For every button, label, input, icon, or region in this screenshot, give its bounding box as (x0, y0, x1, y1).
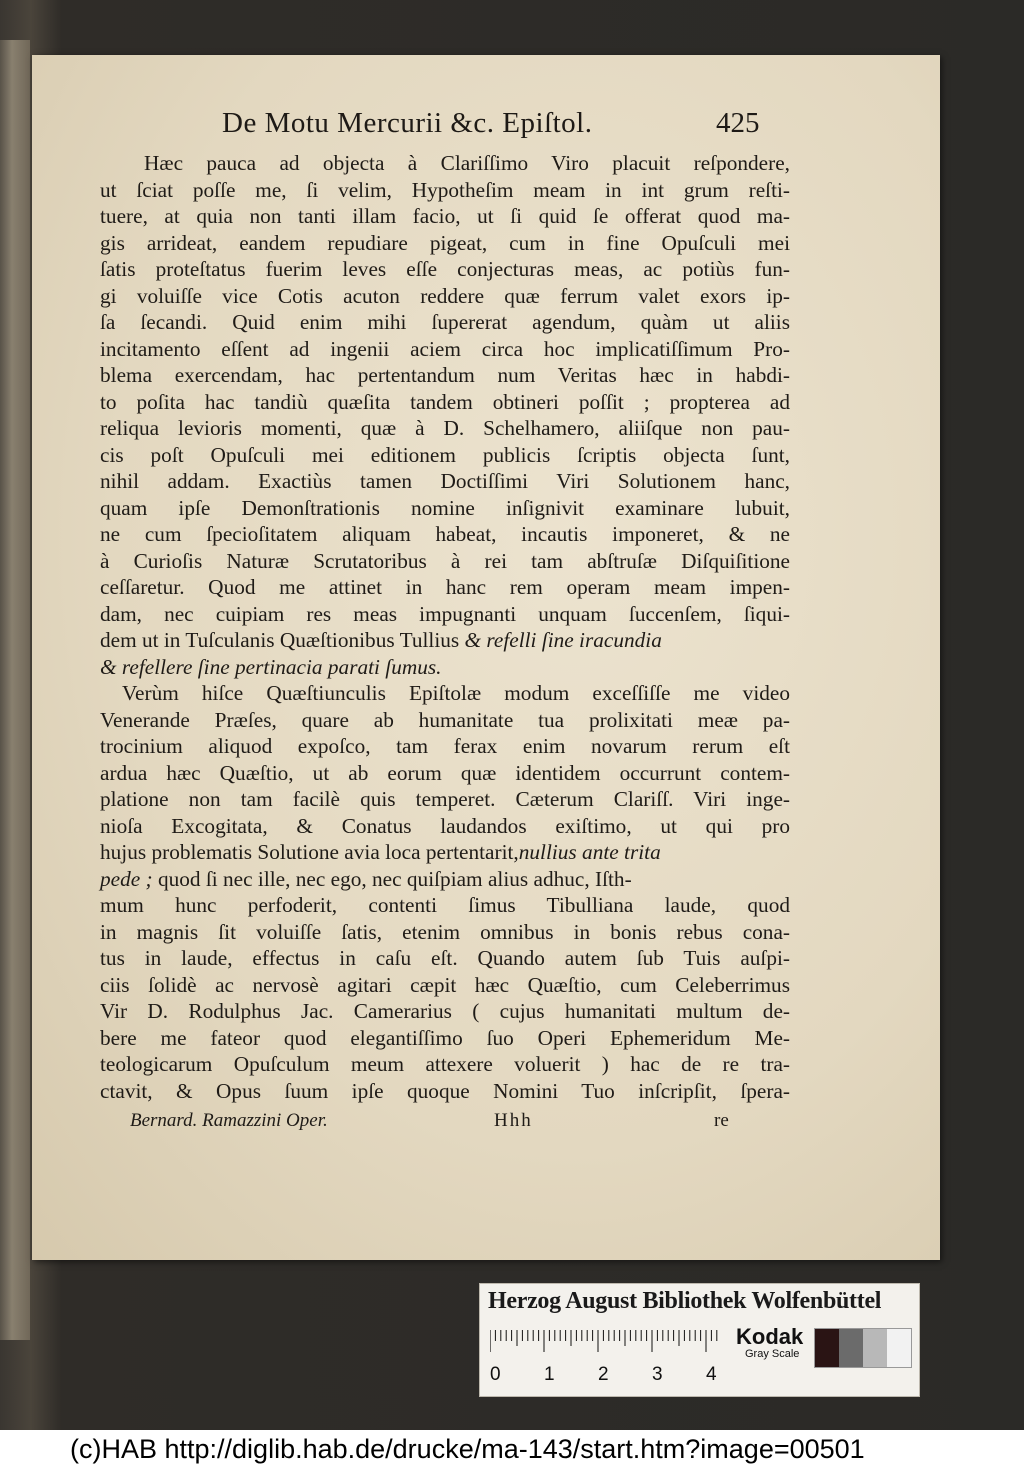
text-segment: quod ſi nec ille, nec ego, nec quiſpiam alius adhuc, Iſth- (157, 866, 632, 891)
text-line: ſa ſecandi. Quid enim mihi ſupererat agendum, quàm ut aliis (100, 310, 790, 334)
italic-quote: & refelli ſine iracundia (464, 628, 662, 652)
text-line: teologicarum Opuſculum meum attexere voluerit ) hac de re tra- (100, 1052, 790, 1076)
text-segment: hujus problematis Solutione avia loca pertentarit, (100, 840, 519, 864)
gray-patch (839, 1329, 863, 1367)
text-line: Vir D. Rodulphus Jac. Camerarius ( cujus humanitati multum de- (100, 999, 790, 1023)
gray-scale-label: Gray Scale (745, 1348, 800, 1360)
text-line (100, 866, 790, 893)
body-text (100, 150, 790, 1104)
text-line: ceſſaretur. Quod me attinet in hanc rem operam meam impen- (100, 575, 790, 599)
ruler-label: 1 (544, 1364, 555, 1385)
gray-patch (815, 1329, 839, 1367)
text-line: gi voluiſſe vice Cotis acuton reddere quæ ferrum valet exors ip- (100, 283, 790, 308)
footer-url: (c)HAB http://diglib.hab.de/drucke/ma-143/start.htm?image=00501 (70, 1434, 865, 1464)
italic-quote: & refellere ſine pertinacia parati ſumus. (100, 654, 442, 679)
gray-patch (887, 1329, 911, 1367)
text-line: Venerande Præſes, quare ab humanitate tua prolixitati meæ pa- (100, 707, 790, 732)
ruler-scale (490, 1330, 720, 1352)
footer-bar (0, 1430, 1024, 1470)
text-line: tus in laude, effectus in caſu eſt. Quando autem ſub Tuis auſpi- (100, 946, 790, 970)
library-color-card (479, 1283, 920, 1397)
ruler-label: 4 (706, 1364, 717, 1385)
text-line: bere me fateor quod elegantiſſimo ſuo Operi Ephemeridum Me- (100, 1025, 790, 1050)
text-line: trocinium aliquod expoſco, tam ferax enim novarum rerum eſt (100, 734, 790, 758)
text-line: platione non tam facilè quis temperet. Cæterum Clariſſ. Viri inge- (100, 787, 790, 811)
text-line: incitamento eſſent ad ingenii aciem circa hoc implicatiſſimum Pro- (100, 336, 790, 361)
gray-patch (863, 1329, 887, 1367)
text-line: nioſa Excogitata, & Conatus laudandos exiſtimo, ut qui pro (100, 813, 790, 838)
text-line: ſatis proteſtatus fuerim leves eſſe conjecturas meas, ac potiùs fun- (100, 257, 790, 281)
italic-phrase: nullius ante trita (518, 840, 661, 864)
book-page-edges (0, 40, 30, 1340)
text-line: à Curioſis Naturæ Scrutatoribus à rei tam abſtruſæ Diſquiſitione (100, 548, 790, 573)
text-line: Verùm hiſce Quæſtiunculis Epiſtolæ modum exceſſiſſe me video (122, 681, 790, 705)
signature-mark: Hhh (494, 1110, 533, 1131)
text-line (100, 627, 790, 654)
text-line: ardua hæc Quæſtio, ut ab eorum quæ identidem occurrunt contem- (100, 760, 790, 785)
ruler-label: 0 (490, 1364, 501, 1385)
text-line: cis poſt Opuſculi mei editionem publicis ſcriptis objecta ſunt, (100, 442, 790, 467)
running-head: De Motu Mercurii &c. Epiſtol. (222, 107, 593, 139)
text-segment: dem ut in Tuſculanis Quæſtionibus Tullius (100, 628, 460, 652)
text-line: dam, nec cuipiam res meas impugnanti unquam ſuccenſem, ſiqui- (100, 601, 790, 626)
text-line: Hæc pauca ad objecta à Clariſſimo Viro placuit reſpondere, (144, 151, 790, 175)
text-line: gis arrideat, eandem repudiare pigeat, cum in fine Opuſculi mei (100, 230, 790, 255)
catchword: re (714, 1110, 729, 1131)
text-line (100, 839, 790, 866)
text-line: ut ſciat poſſe me, ſi velim, Hypotheſim meam in int grum reſti- (100, 177, 790, 202)
text-line: ne cum ſpecioſitatem aliquam habeat, incautis imponeret, & ne (100, 522, 790, 546)
text-line: to poſita hac tandiù quæſita tandem obtineri poſſit ; propterea ad (100, 389, 790, 414)
text-line: nihil addam. Exactiùs tamen Doctiſſimi Viri Solutionem hanc, (100, 469, 790, 493)
library-name: Herzog August Bibliothek Wolfenbüttel (488, 1288, 882, 1314)
ruler-label: 2 (598, 1364, 609, 1385)
signature-line: Bernard. Ramazzini Oper. (130, 1110, 328, 1131)
text-line: mum hunc perfoderit, contenti ſimus Tibulliana laude, quod (100, 893, 790, 917)
text-line: ciis ſolidè ac nervosè agitari cæpit hæc Quæſtio, cum Celeberrimus (100, 972, 790, 997)
italic-phrase: pede ; (100, 866, 153, 891)
gray-scale-patches (814, 1328, 912, 1368)
page-number: 425 (716, 107, 760, 139)
text-line: tuere, at quia non tanti illam facio, ut ſi quid ſe offerat quod ma- (100, 204, 790, 228)
text-line: quam ipſe Demonſtrationis nomine inſignivit examinare lubuit, (100, 495, 790, 520)
ruler-label: 3 (652, 1364, 663, 1385)
text-line: blema exercendam, hac pertentandum num Veritas hæc in habdi- (100, 363, 790, 387)
kodak-logo: Kodak (736, 1324, 804, 1349)
text-line: reliqua levioris momenti, quæ à D. Schelhamero, aliiſque non pau- (100, 416, 790, 440)
text-line: in magnis ſit voluiſſe ſatis, etenim omnibus in bonis rebus cona- (100, 919, 790, 944)
text-line: ctavit, & Opus ſuum ipſe quoque Nomini Tuo inſcripſit, ſpera- (100, 1078, 790, 1103)
